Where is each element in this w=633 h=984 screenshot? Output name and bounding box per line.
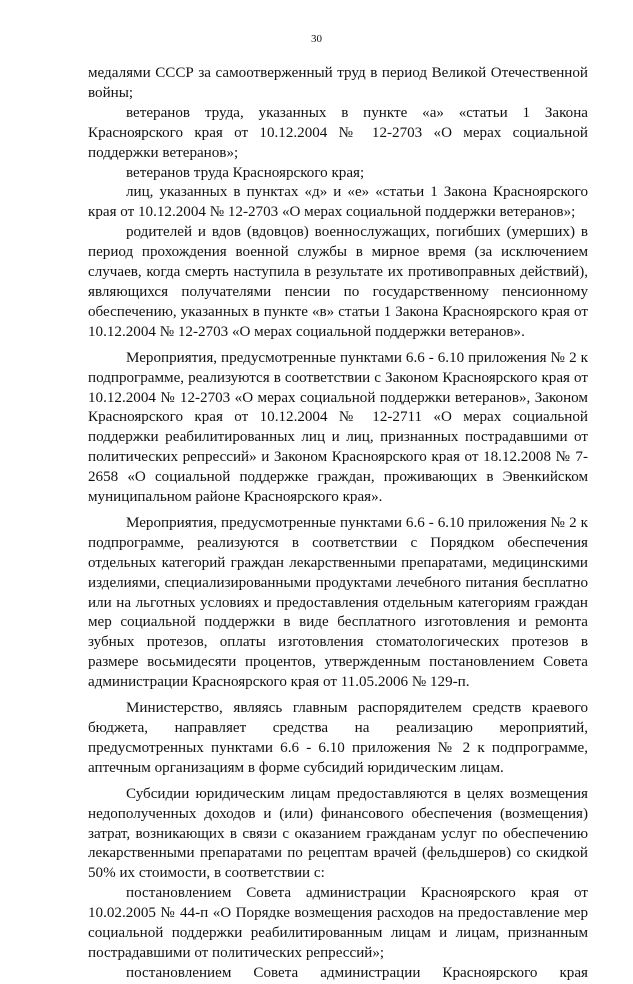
paragraph-11: постановлением Совета администрации Красноярского края (126, 964, 588, 981)
paragraph-9: Субсидии юридическим лицам предоставляются в целях возмещения недополученных доходов и (или) финансового обеспечения (возмещения) затрат, возникающих в связи с оказанием гражданам услуг по обеспечению лекарственными препаратами по рецептам врачей (фельдшеров) со скидкой 50% их стоимости, в соответствии с: (88, 785, 588, 882)
paragraph-7: Мероприятия, предусмотренные пунктами 6.6 - 6.10 приложения № 2 к подпрограмме, реализуются в соответствии с Порядком обеспечения отдельных категорий граждан лекарственными препаратами, медицинскими изделиями, специализированными продуктами лечебного питания бесплатно или на льготных условиях и предоставления отдельным категориям граждан мер социальной поддержки в виде бесплатного изготовления и ремонта зубных протезов, оплаты изготовления стоматологических протезов в размере восьмидесяти процентов, утвержденным постановлением Совета администрации Красноярского края от 11.05.2006 № 129-п. (88, 514, 588, 691)
paragraph-2: ветеранов труда, указанных в пункте «а» «статьи 1 Закона Красноярского края от 10.12.2004 № 12-2703 «О мерах социальной поддержки ветеранов»; (88, 104, 588, 161)
paragraph-4: лиц, указанных в пунктах «д» и «е» «статьи 1 Закона Красноярского края от 10.12.2004 № 12-2703 «О мерах социальной поддержки ветеранов»; (88, 184, 588, 221)
paragraph-8: Министерство, являясь главным распорядителем средств краевого бюджета, направляет средства на реализацию мероприятий, предусмотренных пунктами 6.6 - 6.10 приложения № 2 к подпрограмме, аптечным организациям в форме субсидий юридическим лицам. (88, 700, 588, 776)
document-body (88, 64, 588, 984)
paragraph-1: медалями СССР за самоотверженный труд в период Великой Отечественной войны; (88, 65, 588, 101)
paragraph-5: родителей и вдов (вдовцов) военнослужащих, погибших (умерших) в период прохождения военной службы в мирное время (за исключением случаев, когда смерть наступила в результате их противоправных действий), являющихся получателями пенсии по государственному пенсионному обеспечению, указанных в пункте «в» статьи 1 Закона Красноярского края от 10.12.2004 № 12-2703 «О мерах социальной поддержки ветеранов». (88, 224, 588, 340)
paragraph-6: Мероприятия, предусмотренные пунктами 6.6 - 6.10 приложения № 2 к подпрограмме, реализуются в соответствии с Законом Красноярского края от 10.12.2004 № 12-2703 «О мерах социальной поддержки ветеранов», Законом Красноярского края от 10.12.2004 № 12-2711 «О мерах социальной поддержки реабилитированных лиц и лиц, признанных пострадавшими от политических репрессий» и Законом Красноярского края от 18.12.2008 № 7-2658 «О социальной поддержке граждан, проживающих в Эвенкийском муниципальном районе Красноярского края». (88, 349, 588, 506)
paragraph-10: постановлением Совета администрации Красноярского края от 10.02.2005 № 44-п «О Порядке возмещения расходов на предоставление мер социальной поддержки реабилитированным лицам и лицам, признанным пострадавшими от политических репрессий»; (88, 885, 588, 961)
page-number: 30 (311, 33, 322, 45)
paragraph-3: ветеранов труда Красноярского края; (126, 164, 365, 181)
